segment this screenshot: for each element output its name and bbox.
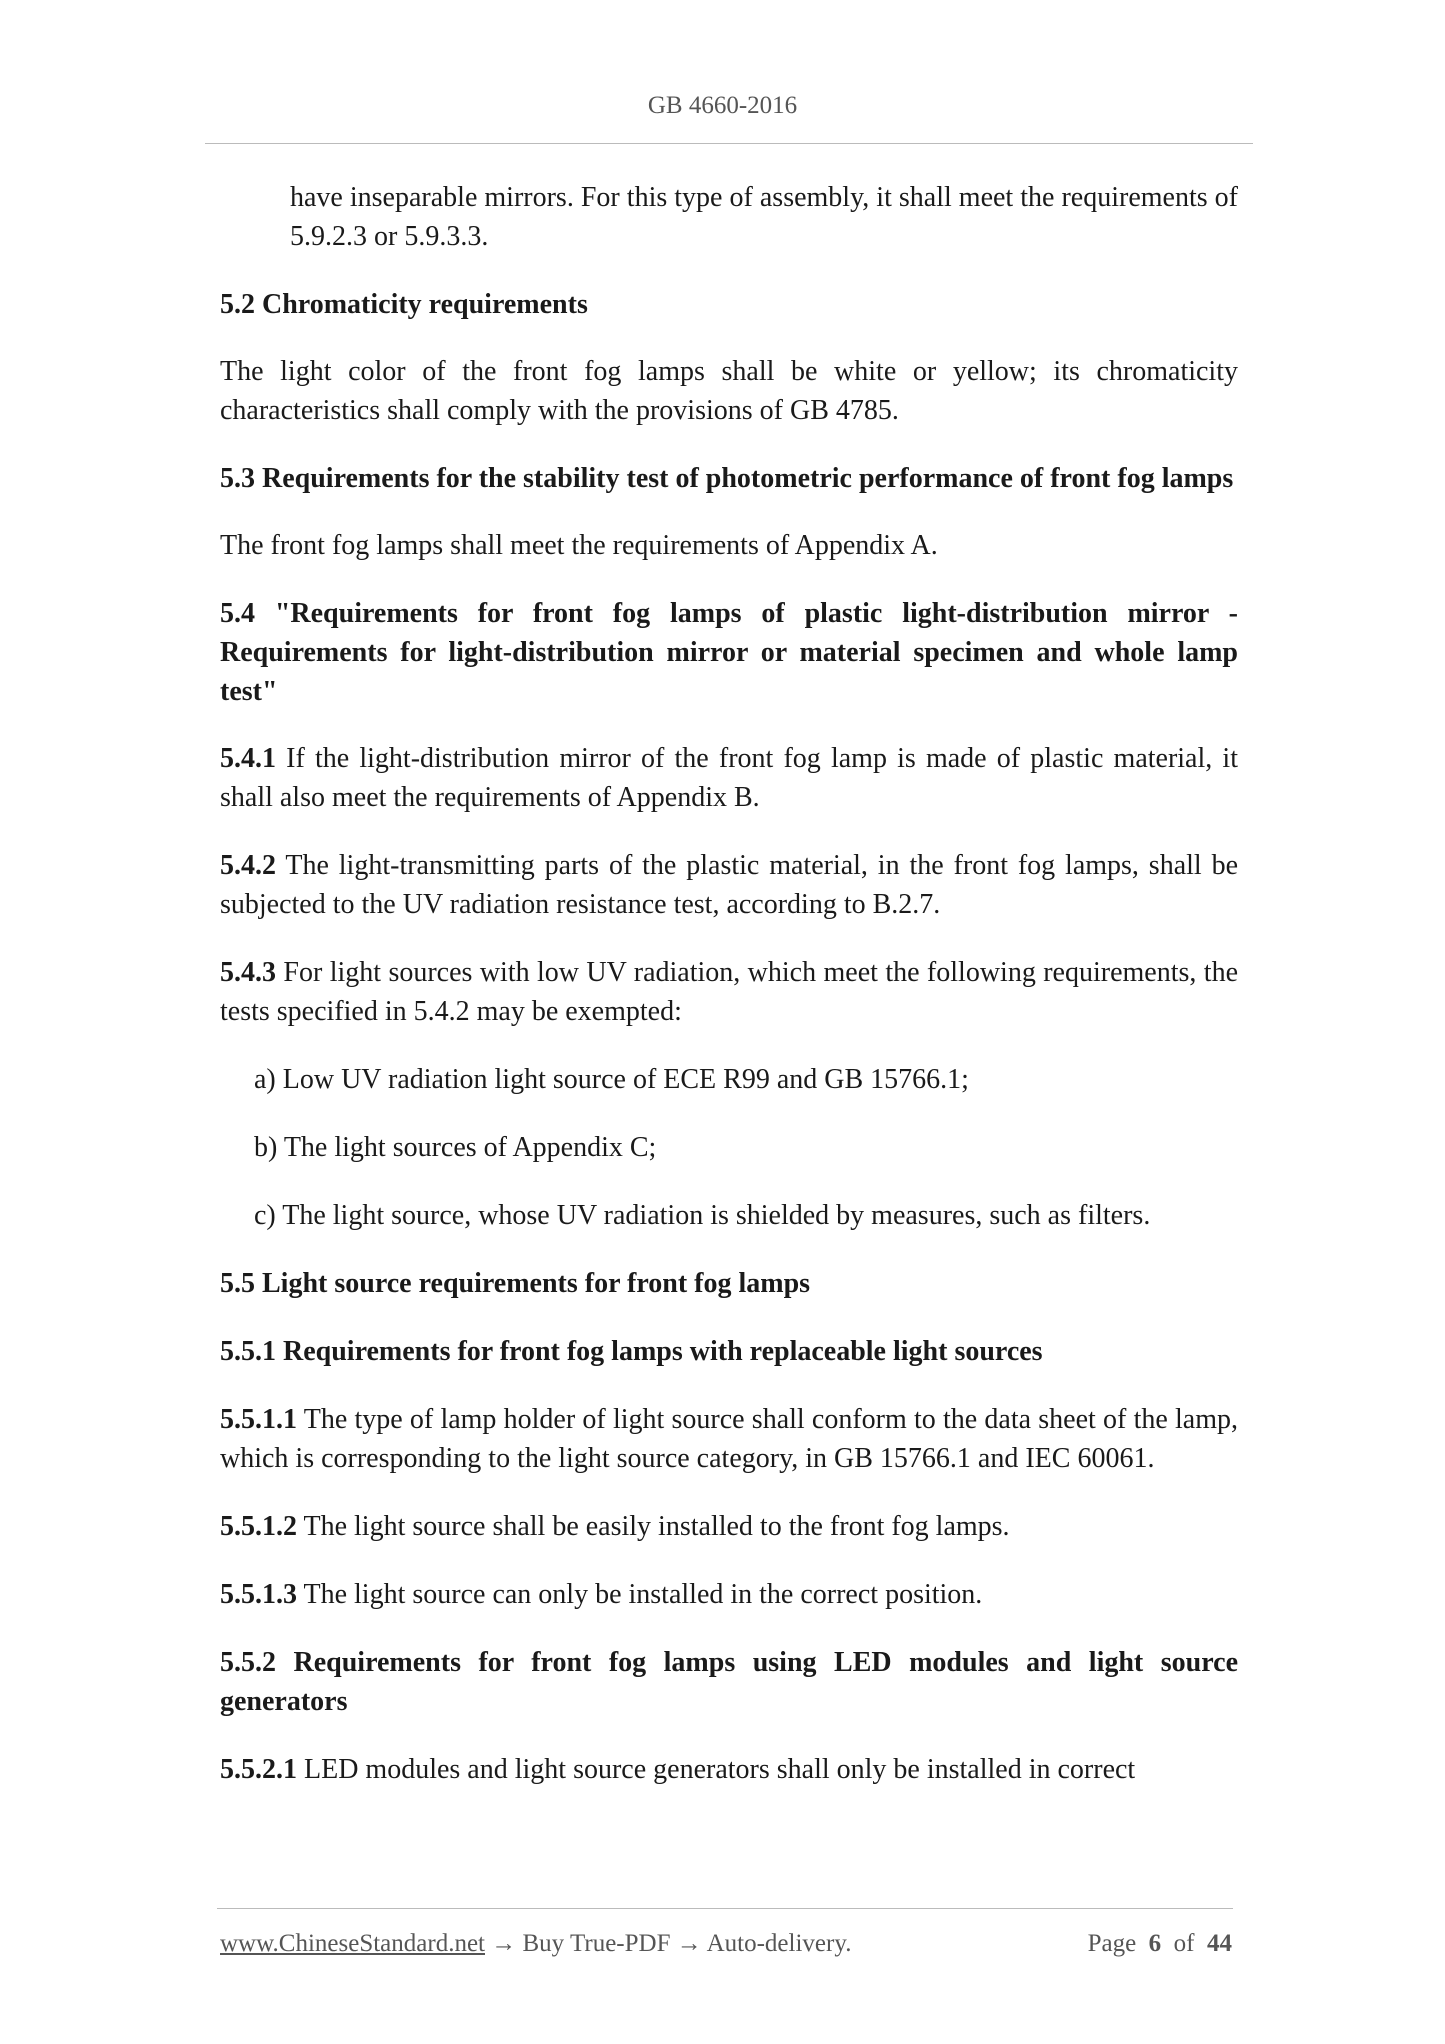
clause-number: 5.5.2.1 <box>220 1754 297 1785</box>
list-item-c: c) The light source, whose UV radiation is shielded by measures, such as filters. <box>254 1200 1151 1231</box>
footer-divider <box>217 1908 1233 1909</box>
header-divider <box>205 143 1253 144</box>
section-5-3-heading: 5.3 Requirements for the stability test of photometric performance of front fog lamps <box>220 463 1234 494</box>
section-5-5-1-heading: 5.5.1 Requirements for front fog lamps with replaceable light sources <box>220 1336 1043 1367</box>
arrow-right-icon: → <box>491 1930 517 1957</box>
section-5-5-2-heading: 5.5.2 Requirements for front fog lamps using LED modules and light source generators <box>220 1647 1238 1717</box>
clause-5-4-3 <box>220 953 1238 1031</box>
of-label: of <box>1173 1930 1195 1957</box>
section-5-2-text: The light color of the front fog lamps shall be white or yellow; its chromaticity characteristics shall comply with the provisions of GB 4785. <box>220 356 1238 426</box>
clause-5-4-1 <box>220 739 1238 817</box>
section-5-3-text: The front fog lamps shall meet the requirements of Appendix A. <box>220 530 938 561</box>
page-indicator <box>1088 1930 1232 1958</box>
list-item-b: b) The light sources of Appendix C; <box>254 1132 657 1163</box>
clause-text: The light-transmitting parts of the plastic material, in the front fog lamps, shall be subjected to the UV radiation resistance test, according to B.2.7. <box>220 850 1238 920</box>
total-pages: 44 <box>1207 1930 1232 1957</box>
current-page: 6 <box>1148 1930 1162 1957</box>
clause-number: 5.5.1.3 <box>220 1579 297 1610</box>
clause-text: LED modules and light source generators shall only be installed in correct <box>297 1754 1136 1785</box>
clause-number: 5.4.1 <box>220 743 276 774</box>
section-5-5-heading: 5.5 Light source requirements for front fog lamps <box>220 1268 811 1299</box>
document-id: GB 4660-2016 <box>647 92 798 119</box>
clause-number: 5.4.3 <box>220 957 276 988</box>
list-item-a: a) Low UV radiation light source of ECE R99 and GB 15766.1; <box>254 1064 969 1095</box>
clause-5-4-2 <box>220 846 1238 924</box>
clause-number: 5.4.2 <box>220 850 276 881</box>
page-label: Page <box>1087 1930 1137 1957</box>
clause-5-5-1-3 <box>220 1575 1238 1614</box>
buy-pdf-text: Buy True-PDF <box>522 1930 671 1957</box>
clause-5-5-1-1 <box>220 1400 1238 1478</box>
clause-number: 5.5.1.1 <box>220 1404 297 1435</box>
website-link[interactable]: www.ChineseStandard.net <box>220 1930 485 1957</box>
clause-text: The light source can only be installed in the correct position. <box>297 1579 983 1610</box>
clause-text: If the light-distribution mirror of the front fog lamp is made of plastic material, it shall also meet the requirements of Appendix B. <box>220 743 1238 813</box>
clause-5-5-2-1 <box>220 1750 1238 1789</box>
clause-text: The type of lamp holder of light source shall conform to the data sheet of the lamp, which is corresponding to the light source category, in GB 15766.1 and IEC 60061. <box>220 1404 1238 1474</box>
section-5-4-heading: 5.4 "Requirements for front fog lamps of plastic light-distribution mirror - Requirements for light-distribution mirror or material specimen and whole lamp test" <box>220 598 1238 707</box>
continuation-paragraph: have inseparable mirrors. For this type of assembly, it shall meet the requirements of 5.9.2.3 or 5.9.3.3. <box>290 182 1238 252</box>
clause-text: The light source shall be easily installed to the front fog lamps. <box>297 1511 1010 1542</box>
footer-promo <box>220 1930 851 1958</box>
clause-5-5-1-2 <box>220 1507 1238 1546</box>
section-5-2-heading: 5.2 Chromaticity requirements <box>220 289 588 320</box>
auto-delivery-text: Auto-delivery. <box>706 1930 852 1957</box>
clause-text: For light sources with low UV radiation, which meet the following requirements, the tests specified in 5.4.2 may be exempted: <box>220 957 1238 1027</box>
clause-number: 5.5.1.2 <box>220 1511 297 1542</box>
page-header <box>0 92 1445 120</box>
document-body <box>220 178 1238 1789</box>
arrow-right-icon: → <box>676 1930 702 1957</box>
